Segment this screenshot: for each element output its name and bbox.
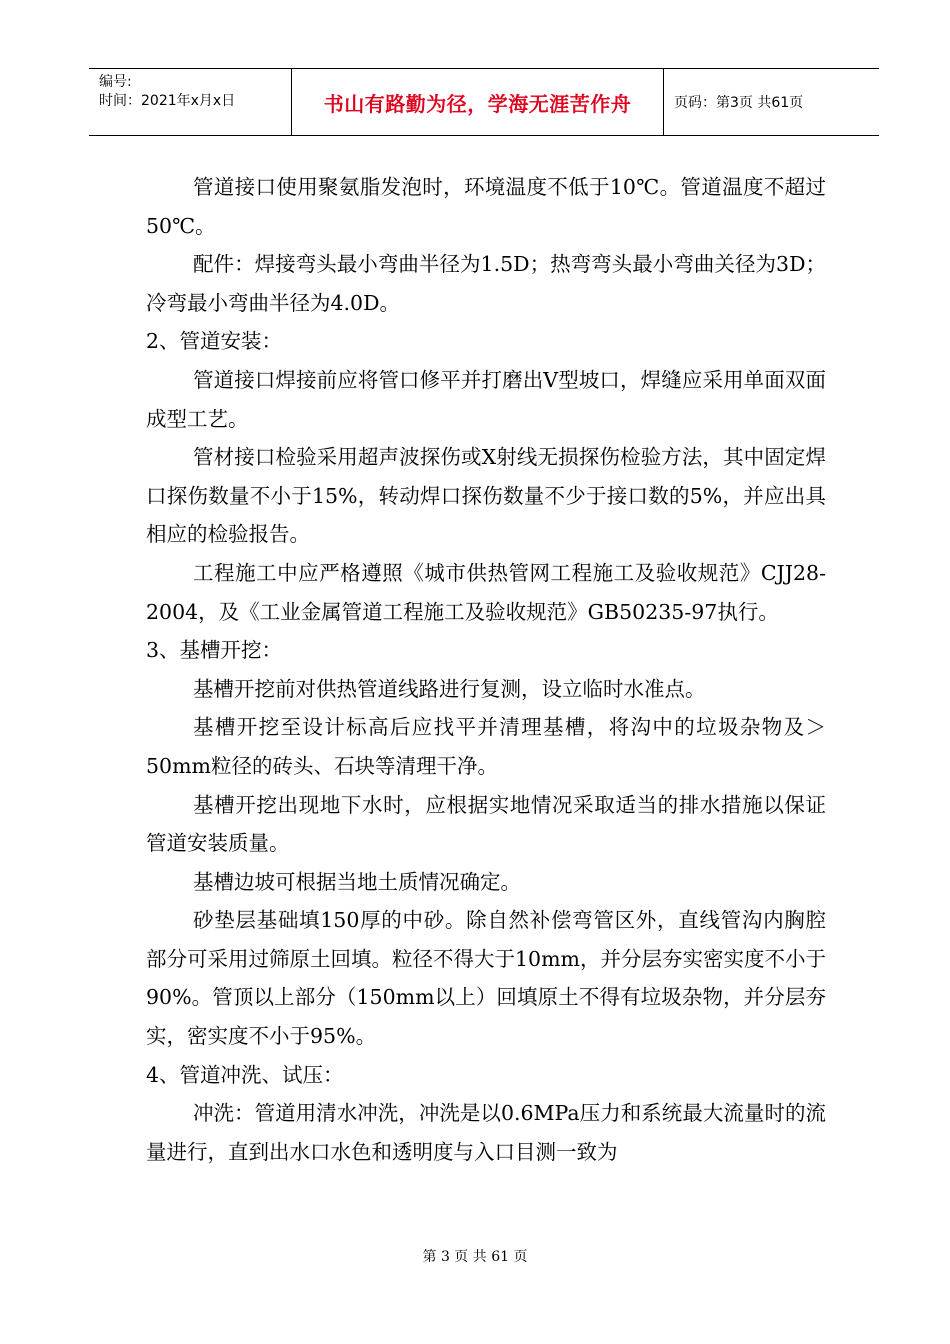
body-paragraph: 配件：焊接弯头最小弯曲半径为1.5D；热弯弯头最小弯曲关径为3D；冷弯最小弯曲半径为4.0D。 [146, 252, 826, 315]
body-paragraph: 基槽边坡可根据当地土质情况确定。 [193, 869, 521, 894]
body-paragraph: 管材接口检验采用超声波探伤或X射线无损探伤检验方法，其中固定焊口探伤数量不小于15%，转动焊口探伤数量不少于接口数的5%，并应出具相应的检验报告。 [146, 445, 826, 547]
section-heading: 4、管道冲洗、试压： [146, 1062, 344, 1087]
header-page-code: 页码：第3页 共61页 [674, 95, 804, 111]
body-paragraph: 砂垫层基础填150厚的中砂。除自然补偿弯管区外，直线管沟内胸腔部分可采用过筛原土回填。粒径不得大于10mm，并分层夯实密实度不小于90%。管顶以上部分（150mm以上）回填原土不得有垃圾杂物，并分层夯实，密实度不小于95%。 [146, 908, 826, 1049]
body-paragraph: 基槽开挖至设计标高后应找平并清理基槽，将沟中的垃圾杂物及＞50mm粒径的砖头、石块等清理干净。 [146, 715, 826, 778]
body-paragraph: 工程施工中应严格遵照《城市供热管网工程施工及验收规范》CJJ28-2004，及《工业金属管道工程施工及验收规范》GB50235-97执行。 [146, 560, 826, 624]
page-footer [0, 1246, 950, 1266]
body-paragraph: 管道接口使用聚氨脂发泡时，环境温度不低于10℃。管道温度不超过50℃。 [146, 175, 826, 238]
body-paragraph: 基槽开挖出现地下水时，应根据实地情况采取适当的排水措施以保证管道安装质量。 [146, 792, 826, 856]
section-heading: 2、管道安装： [146, 329, 283, 354]
section-heading: 3、基槽开挖： [146, 638, 283, 663]
header-motto: 书山有路勤为径，学海无涯苦作舟 [323, 91, 632, 116]
body-paragraph: 冲洗：管道用清水冲洗，冲洗是以0.6MPa压力和系统最大流量时的流量进行，直到出水口水色和透明度与入口目测一致为 [146, 1101, 826, 1164]
header-motto-cell [291, 69, 664, 135]
footer-page-number: 第 3 页 共 61 页 [422, 1249, 528, 1265]
document-number-label: 编号: [99, 74, 132, 90]
document-time-label: 时间：2021年x月x日 [99, 93, 236, 109]
body-paragraph: 管道接口焊接前应将管口修平并打磨出V型坡口，焊缝应采用单面双面成型工艺。 [146, 367, 826, 431]
header-page-code-cell [664, 69, 879, 135]
body-paragraph: 基槽开挖前对供热管道线路进行复测，设立临时水准点。 [193, 676, 706, 701]
document-body [146, 168, 826, 1171]
page-header [89, 68, 879, 136]
header-info [89, 69, 291, 135]
